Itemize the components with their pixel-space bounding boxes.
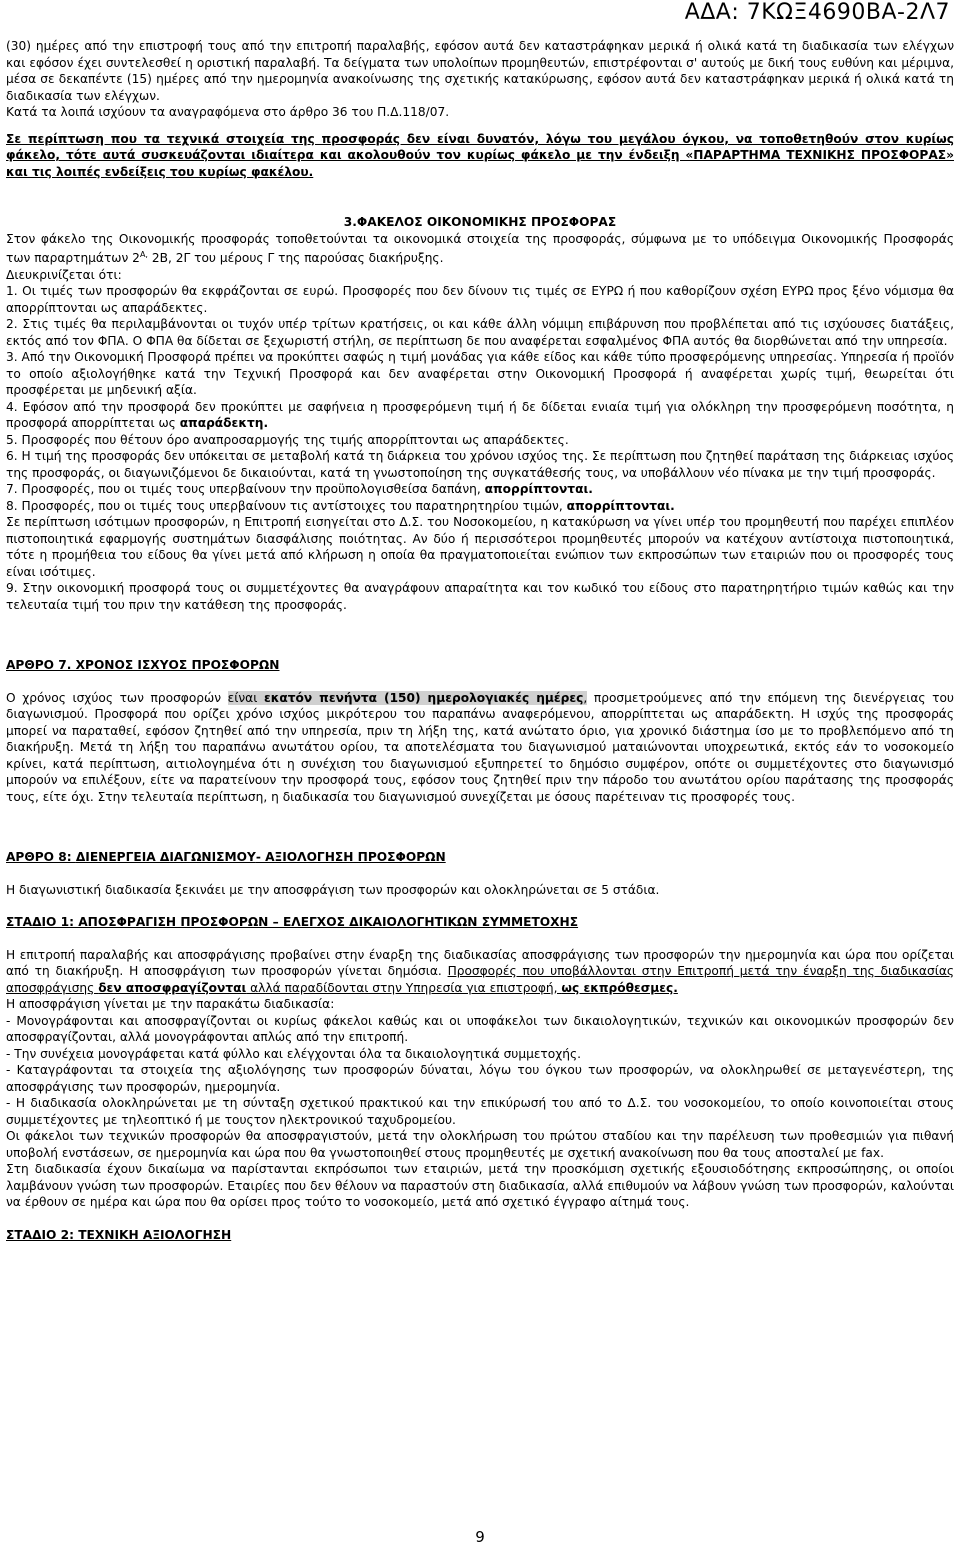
paragraph: Κατά τα λοιπά ισχύουν τα αναγραφόμενα στο άρθρο 36 του Π.Δ.118/07. <box>6 105 450 119</box>
ada-code: ΑΔΑ: 7ΚΩΞ4690ΒΑ-2Λ7 <box>684 0 950 25</box>
paragraph: Διευκρινίζεται ότι: <box>6 267 122 282</box>
list-item: - Η διαδικασία ολοκληρώνεται με τη σύνταξη σχετικού πρακτικού και την επικύρωσή του από το Δ.Σ. του νοσοκομείου, το οποίο κοινοποιείται στους συμμετέχοντες με τηλεοπτικό ή με τουςτον ηλεκτρονικού ταχυδρομείου. <box>6 1096 954 1127</box>
paragraph: Ο χρόνος ισχύος των προσφορών είναι εκατόν πενήντα (150) ημερολογιακές ημέρες, προσμετρούμενες από την επόμενη της διενέργειας του διαγωνισμού. Προσφορά που ορίζει χρόνο ισχύος μικρότερου του παραπάνω αναφερόμενου, απορρίπτεται ως απαράδεκτη. Η ισχύς της προσφοράς μπορεί να παραταθεί, εφόσον ζητηθεί από την υπηρεσία, πριν τη λήξη της, κατά ανώτατο όριο, για χρονικό διάστημα ίσο με το προβλεπόμενο από τη διακήρυξη. Μετά τη λήξη του παραπάνω ανωτάτου ορίου, τα αποτελέσματα του διαγωνισμού ματαιώνονται υποχρεωτικά, εκτός εάν το νοσοκομείο κρίνει, κατά περίπτωση, αιτιολογημένα ότι η συνέχιση του διαγωνισμού εξυπηρετεί το δημόσιο συμφέρον, οπότε οι συμμετέχοντες στο διαγωνισμό μπορούν να επιλέξουν, είτε να παρατείνουν την προσφορά τους, εφόσον τους ζητηθεί πριν την πάροδο του ανωτάτου ορίου παράτασης της προσφοράς τους, είτε όχι. Στην τελευταία περίπτωση, η διαδικασία του διαγωνισμού συνεχίζεται με όσους παρέτειναν τις προσφορές τους. <box>6 690 954 804</box>
stage-1-title: ΣΤΑΔΙΟ 1: ΑΠΟΣΦΡΑΓΙΣΗ ΠΡΟΣΦΟΡΩΝ – ΕΛΕΓΧΟΣ ΔΙΚΑΙΟΛΟΓΗΤΙΚΩΝ ΣΥΜΜΕΤΟΧΗΣ <box>6 915 579 930</box>
list-item: 7. Προσφορές, που οι τιμές τους υπερβαίνουν την προϋπολογισθείσα δαπάνη, απορρίπτονται. <box>6 482 593 497</box>
paragraph: (30) ημέρες από την επιστροφή τους από την επιτροπή παραλαβής, εφόσον αυτά δεν καταστράφηκαν μερικά ή ολικά κατά τη διαδικασία των ελέγχων και εφόσον έχει συντελεσθεί η οριστική παραλαβή. Τα δείγματα των υπολοίπων προμηθευτών, επιστρέφονται σ' αυτούς με δική τους ευθύνη και μέριμνα, μέσα σε δεκαπέντε (15) ημέρες από την ημερομηνία ανακοίνωσης της σχετικής κατακύρωσης, εφόσον αυτά δεν καταστράφηκαν μερικά ή ολικά κατά τη διαδικασία των ελέγχων. <box>6 39 954 103</box>
section-title: 3.ΦΑΚΕΛΟΣ ΟΙΚΟΝΟΜΙΚΗΣ ΠΡΟΣΦΟΡΑΣ <box>343 215 617 229</box>
list-item: 6. Η τιμή της προσφοράς δεν υπόκειται σε μεταβολή κατά τη διάρκεια του χρόνου ισχύος της. Σε περίπτωση που ζητηθεί παράταση της διάρκειας ισχύος της προσφοράς, οι διαγωνιζόμενοι δε δικαιούνται, κατά τη γνωστοποίηση της συγκατάθεσής τους, να υποβάλλουν νέο πίνακα με την τιμή προσφοράς. <box>6 449 954 480</box>
paragraph: Στον φάκελο της Οικονομικής προσφοράς τοποθετούνται τα οικονομικά στοιχεία της προσφοράς, σύμφωνα με το υπόδειγμα Οικονομικής Προσφοράς των παραρτημάτων $2^{A,}$ 2Β, 2Γ του μέρους Γ της παρούσας διακήρυξης. <box>6 231 954 266</box>
paragraph: Στη διαδικασία έχουν δικαίωμα να παρίστανται εκπρόσωποι των εταιριών, μετά την προσκόμιση σχετικής εξουσιοδότησης εκπροσώπησης, οι οποίοι λαμβάνουν γνώση των προσφορών. Εταιρίες που δεν θέλουν να παραστούν στη διαδικασία, αλλά επιθυμούν να λάβουν γνώση των προσφορών, καλούνται να έρθουν σε ημέρα και ώρα που θα ορίσει προς τούτο το νοσοκομείο, μετά από σχετικό έγγραφο αίτημά τους. <box>6 1162 954 1210</box>
paragraph: Οι φάκελοι των τεχνικών προσφορών θα αποσφραγιστούν, μετά την ολοκλήρωση του πρώτου σταδίου και την παρέλευση των προθεσμιών για πιθανή υποβολή ενστάσεων, σε ημερομηνία και ώρα που θα γνωστοποιηθεί στους προμηθευτές με σχετική ανακοίνωση που θα τους αποσταλεί με fax. <box>6 1129 954 1160</box>
list-item: 3. Από την Οικονομική Προσφορά πρέπει να προκύπτει σαφώς η τιμή μονάδας για κάθε είδος και κάθε τύπο προσφερόμενης υπηρεσίας. Υπηρεσία ή προϊόν το οποίο αξιολογήθηκε κατά την Τεχνική Προσφορά και δεν αναφέρεται στην Οικονομική Προσφορά ή αναφέρεται χωρίς τιμή, θεωρείται ότι προσφέρεται με μηδενική αξία. <box>6 350 954 398</box>
bold-notice: Σε περίπτωση που τα τεχνικά στοιχεία της προσφοράς δεν είναι δυνατόν, λόγω του μεγάλου όγκου, να τοποθετηθούν στον κυρίως φάκελο, τότε αυτά συσκευάζονται ιδιαίτερα και ακολουθούν τον κυρίως φάκελο με την ένδειξη «ΠΑΡΑΡΤΗΜΑ ΤΕΧΝΙΚΗΣ ΠΡΟΣΦΟΡΑΣ» και τις λοιπές ενδείξεις του κυρίως φακέλου. <box>6 131 954 179</box>
list-item: 4. Εφόσον από την προσφορά δεν προκύπτει με σαφήνεια η προσφερόμενη τιμή ή δε δίδεται ενιαία τιμή για ολόκληρη την προσφερόμενη ποσότητα, η προσφορά απορρίπτεται ως απαράδεκτη. <box>6 399 954 431</box>
page-number: 9 <box>475 1528 485 1546</box>
paragraph: Η αποσφράγιση γίνεται με την παρακάτω διαδικασία: <box>6 997 335 1012</box>
list-item: 8. Προσφορές, που οι τιμές τους υπερβαίνουν τις αντίστοιχες του παρατηρητηρίου τιμών, απορρίπτονται. <box>6 498 675 513</box>
stage-2-title: ΣΤΑΔΙΟ 2: ΤΕΧΝΙΚΗ ΑΞΙΟΛΟΓΗΣΗ <box>6 1227 232 1242</box>
list-item: 1. Οι τιμές των προσφορών θα εκφράζονται σε ευρώ. Προσφορές που δεν δίνουν τις τιμές σε ΕΥΡΩ ή που καθορίζουν σχέση ΕΥΡΩ προς ξένο νόμισμα θα απορρίπτονται ως απαράδεκτες. <box>6 284 954 315</box>
list-item: - Την συνέχεια μονογράφεται κατά φύλλο και ελέγχονται όλα τα δικαιολογητικά συμμετοχής. <box>6 1046 582 1061</box>
paragraph: Η διαγωνιστική διαδικασία ξεκινάει με την αποσφράγιση των προσφορών και ολοκληρώνεται σε 5 στάδια. <box>6 882 660 897</box>
document-body <box>6 38 954 1243</box>
paragraph: Η επιτροπή παραλαβής και αποσφράγισης προβαίνει στην έναρξη της διαδικασίας αποσφράγισης των προσφορών την ημερομηνία και ώρα που ορίζεται από τη διακήρυξη. Η αποσφράγιση των προσφορών γίνεται δημόσια. Προσφορές που υποβάλλονται στην Επιτροπή μετά την έναρξη της διαδικασίας αποσφράγισης δεν αποσφραγίζονται αλλά παραδίδονται στην Υπηρεσία για επιστροφή, ως εκπρόθεσμες. <box>6 947 955 995</box>
list-item: 5. Προσφορές που θέτουν όρο αναπροσαρμογής της τιμής απορρίπτονται ως απαράδεκτες. <box>6 432 569 447</box>
article-8-title: ΑΡΘΡΟ 8: ΔΙΕΝΕΡΓΕΙΑ ΔΙΑΓΩΝΙΣΜΟΥ- ΑΞΙΟΛΟΓΗΣΗ ΠΡΟΣΦΟΡΩΝ <box>6 850 446 865</box>
list-item: - Καταγράφονται τα στοιχεία της αξιολόγησης των προσφορών δύναται, λόγω του όγκου των προσφορών, να ολοκληρωθεί σε μεταγενέστερη, της αποσφράγισης των προσφορών, ημερομηνία. <box>6 1063 954 1094</box>
list-item: 2. Στις τιμές θα περιλαμβάνονται οι τυχόν υπέρ τρίτων κρατήσεις, οι και κάθε άλλη νόμιμη επιβάρυνση που προβλέπεται από τις ισχύουσες διατάξεις, εκτός από τον ΦΠΑ. Ο ΦΠΑ θα δίδεται σε ξεχωριστή στήλη, σε περίπτωση δε που αναφέρεται εσφαλμένος ΦΠΑ αυτός θα διορθώνεται από την υπηρεσία. <box>6 317 954 348</box>
paragraph: Σε περίπτωση ισότιμων προσφορών, η Επιτροπή εισηγείται στο Δ.Σ. του Νοσοκομείου, η κατακύρωση να γίνει υπέρ του προμηθευτή που παρέχει επιπλέον πιστοποιητικά εφαρμογής συστημάτων διασφάλισης ποιότητας. Αν δύο ή περισσότεροι προμηθευτές μπορούν να κατέχουν αντίστοιχα πιστοποιητικά, τότε η προμήθεια του είδους θα γίνει μετά από κλήρωση η οποία θα πραγματοποιείται ενώπιον των εκπροσώπων των εταιριών που οι προσφορές τους είναι ισότιμες. <box>6 515 954 579</box>
list-item: 9. Στην οικονομική προσφορά τους οι συμμετέχοντες θα αναγράφουν απαραίτητα και τον κωδικό του είδους στο παρατηρητήριο τιμών καθώς και την τελευταία τιμή του πριν την κατάθεση της προσφοράς. <box>6 581 954 612</box>
article-7-title: ΑΡΘΡΟ 7. ΧΡΟΝΟΣ ΙΣΧΥΟΣ ΠΡΟΣΦΟΡΩΝ <box>6 658 280 673</box>
list-item: - Μονογράφονται και αποσφραγίζονται οι κυρίως φάκελοι καθώς και οι υποφάκελοι των δικαιολογητικών, τεχνικών και οικονομικών προσφορών δεν αποσφραγίζονται, αλλά μονογράφονται απλώς από την επιτροπή. <box>6 1013 954 1045</box>
